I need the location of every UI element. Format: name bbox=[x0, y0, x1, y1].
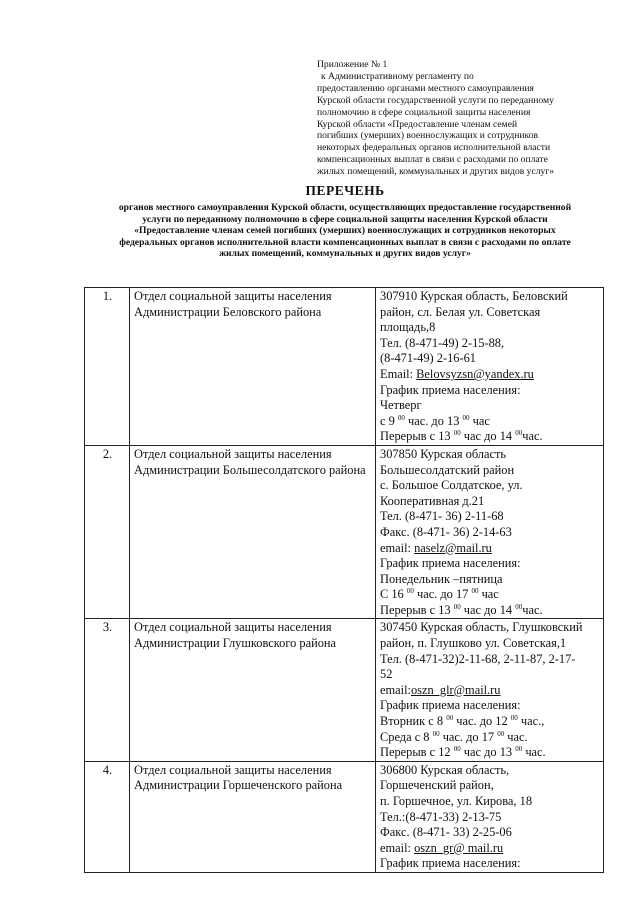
address-line: Горшеченский район, bbox=[380, 778, 494, 793]
row-number: 3. bbox=[85, 619, 130, 761]
schedule-minutes: 00 bbox=[510, 714, 518, 723]
address-line: район, п. Глушково ул. Советская,1 bbox=[380, 636, 567, 651]
schedule-minutes: 00 bbox=[406, 587, 414, 596]
schedule-text: час до 14 bbox=[460, 602, 516, 617]
appendix-line: предоставлению органами местного самоуправления bbox=[317, 82, 534, 94]
schedule-text: Среда с 8 bbox=[380, 729, 433, 744]
schedule-minutes: 00 bbox=[515, 602, 523, 611]
address-line: с. Большое Солдатское, ул. bbox=[380, 478, 523, 493]
row-number: 2. bbox=[85, 445, 130, 619]
email-label: Email: bbox=[380, 366, 417, 381]
phone-line: Тел. (8-471- 36) 2-11-68 bbox=[380, 509, 504, 524]
schedule-title: График приема населения: bbox=[380, 382, 521, 397]
appendix-line: к Административному регламенту по bbox=[321, 70, 474, 82]
schedule-line bbox=[380, 398, 600, 414]
document-title: ПЕРЕЧЕНЬ bbox=[305, 183, 385, 198]
email-line bbox=[380, 841, 600, 857]
document-subtitle bbox=[90, 202, 600, 260]
subtitle-line: жилых помещений, коммунальных и других видов услуг» bbox=[219, 248, 471, 260]
schedule-line bbox=[380, 414, 600, 430]
schedule-minutes: 00 bbox=[446, 714, 454, 723]
schedule-minutes: 00 bbox=[453, 745, 461, 754]
schedule-line bbox=[380, 730, 600, 746]
email-line bbox=[380, 367, 600, 383]
office-name: Отдел социальной защиты населения Администрации Горшеченского района bbox=[130, 761, 376, 872]
schedule-text: час. до 17 bbox=[439, 729, 498, 744]
schedule-text: Перерыв с 13 bbox=[380, 429, 454, 444]
schedule-text: час bbox=[478, 587, 499, 602]
schedule-minutes: 00 bbox=[515, 745, 523, 754]
schedule-title: График приема населения: bbox=[380, 556, 521, 571]
schedule-line bbox=[380, 572, 600, 588]
schedule-text: час. bbox=[522, 429, 543, 444]
appendix-line: Курской области государственной услуги по переданному bbox=[317, 94, 554, 106]
appendix-line: жилых помещений, коммунальных и других видов услуг» bbox=[317, 166, 555, 178]
email-label: email: bbox=[380, 682, 411, 697]
phone-line: Факс. (8-471- 33) 2-25-06 bbox=[380, 825, 512, 840]
office-name: Отдел социальной защиты населения Администрации Большесолдатского района bbox=[130, 445, 376, 619]
table-row bbox=[85, 761, 604, 872]
email-link[interactable]: Belovsyzsn@yandex.ru bbox=[416, 366, 534, 381]
phone-line: (8-471-49) 2-16-61 bbox=[380, 351, 477, 366]
office-contacts bbox=[376, 445, 604, 619]
address-line: 306800 Курская область, bbox=[380, 762, 510, 777]
schedule-text: час. до 12 bbox=[453, 714, 511, 729]
schedule-minutes: 00 bbox=[397, 413, 405, 422]
address-line: 307910 Курская область, Беловский bbox=[380, 289, 568, 303]
address-line: Кооперативная д.21 bbox=[380, 493, 485, 508]
schedule-text: Четверг bbox=[380, 398, 422, 413]
phone-line: Тел. (8-471-49) 2-15-88, bbox=[380, 335, 505, 350]
email-line bbox=[380, 683, 600, 699]
schedule-text: час. до 17 bbox=[413, 587, 472, 602]
schedule-text: Перерыв с 12 bbox=[380, 745, 454, 760]
schedule-minutes: 00 bbox=[432, 729, 440, 738]
schedule-text: час до 13 bbox=[460, 745, 516, 760]
address-line: площадь,8 bbox=[380, 320, 436, 335]
office-contacts bbox=[376, 761, 604, 872]
subtitle-line: федеральных органов исполнительной власти компенсационных выплат в связи с расходами по оплате bbox=[119, 236, 571, 248]
email-link[interactable]: oszn_glr@mail.ru bbox=[410, 682, 501, 697]
schedule-line bbox=[380, 429, 600, 445]
schedule-minutes: 00 bbox=[453, 602, 461, 611]
office-name: Отдел социальной защиты населения Администрации Глушковского района bbox=[130, 619, 376, 761]
address-line: район, сл. Белая ул. Советская bbox=[380, 304, 541, 319]
table-row bbox=[85, 619, 604, 761]
schedule-minutes: 00 bbox=[453, 429, 461, 438]
phone-line: Тел.:(8-471-33) 2-13-75 bbox=[380, 809, 502, 824]
appendix-line: полномочию в сфере социальной защиты населения bbox=[317, 106, 531, 118]
schedule-text: Перерыв с 13 bbox=[380, 602, 454, 617]
appendix-line: погибших (умерших) военнослужащих и сотрудников bbox=[317, 130, 539, 142]
office-contacts bbox=[376, 619, 604, 761]
address-line: 307850 Курская область bbox=[380, 446, 507, 461]
schedule-text: час. до 13 bbox=[404, 413, 463, 428]
email-label: email: bbox=[380, 540, 415, 555]
appendix-line: Курской области «Предоставление членам семей bbox=[317, 118, 518, 130]
table-row bbox=[85, 288, 604, 446]
phone-line: Тел. (8-471-32)2-11-68, 2-11-87, 2-17- bbox=[380, 651, 576, 666]
schedule-text: Вторник с 8 bbox=[380, 714, 447, 729]
appendix-title: Приложение № 1 bbox=[317, 59, 388, 70]
schedule-minutes: 00 bbox=[497, 729, 505, 738]
row-number: 1. bbox=[85, 288, 130, 446]
schedule-line bbox=[380, 745, 600, 761]
subtitle-line: органов местного самоуправления Курской области, осуществляющих предоставление государственной bbox=[118, 202, 572, 213]
office-contacts bbox=[376, 288, 604, 446]
schedule-minutes: 00 bbox=[515, 429, 523, 438]
subtitle-line: «Предоставление членам семей погибших (умерших) военнослужащих и сотрудников некоторых bbox=[134, 225, 556, 237]
offices-table bbox=[84, 287, 604, 873]
appendix-header bbox=[317, 59, 617, 178]
schedule-text: час до 14 bbox=[460, 429, 516, 444]
email-label: email: bbox=[380, 840, 415, 855]
table-row bbox=[85, 445, 604, 619]
schedule-text: час. bbox=[522, 745, 546, 760]
schedule-line bbox=[380, 714, 600, 730]
phone-line: Факс. (8-471- 36) 2-14-63 bbox=[380, 524, 512, 539]
address-line: Большесолдатский район bbox=[380, 462, 515, 477]
appendix-line: некоторых федеральных органов исполнительной власти bbox=[317, 142, 551, 154]
email-link[interactable]: oszn_gr@ mail.ru bbox=[414, 840, 504, 855]
row-number: 4. bbox=[85, 761, 130, 872]
schedule-text: час., bbox=[517, 714, 545, 729]
schedule-line bbox=[380, 603, 600, 619]
phone-line: 52 bbox=[380, 667, 393, 682]
address-line: 307450 Курская область, Глушковский bbox=[380, 620, 583, 635]
schedule-text: С 16 bbox=[380, 587, 407, 602]
schedule-minutes: 00 bbox=[462, 413, 470, 422]
schedule-title: График приема населения: bbox=[380, 856, 521, 871]
schedule-text: с 9 bbox=[380, 413, 398, 428]
schedule-minutes: 00 bbox=[471, 587, 479, 596]
email-link[interactable]: naselz@mail.ru bbox=[414, 540, 492, 555]
schedule-title: График приема населения: bbox=[380, 698, 521, 713]
appendix-line: компенсационных выплат в связи с расходами по оплате bbox=[317, 154, 548, 166]
subtitle-line: услуги по переданному полномочию в сфере социальной защиты населения Курской области bbox=[142, 213, 548, 225]
address-line: п. Горшечное, ул. Кирова, 18 bbox=[380, 794, 533, 808]
office-name: Отдел социальной защиты населения Администрации Беловского района bbox=[130, 288, 376, 446]
schedule-text: час. bbox=[522, 602, 543, 617]
schedule-text: Понедельник –пятница bbox=[380, 571, 503, 586]
email-line bbox=[380, 541, 600, 557]
schedule-text: час. bbox=[504, 729, 528, 744]
schedule-text: час bbox=[469, 413, 490, 428]
schedule-line bbox=[380, 587, 600, 603]
